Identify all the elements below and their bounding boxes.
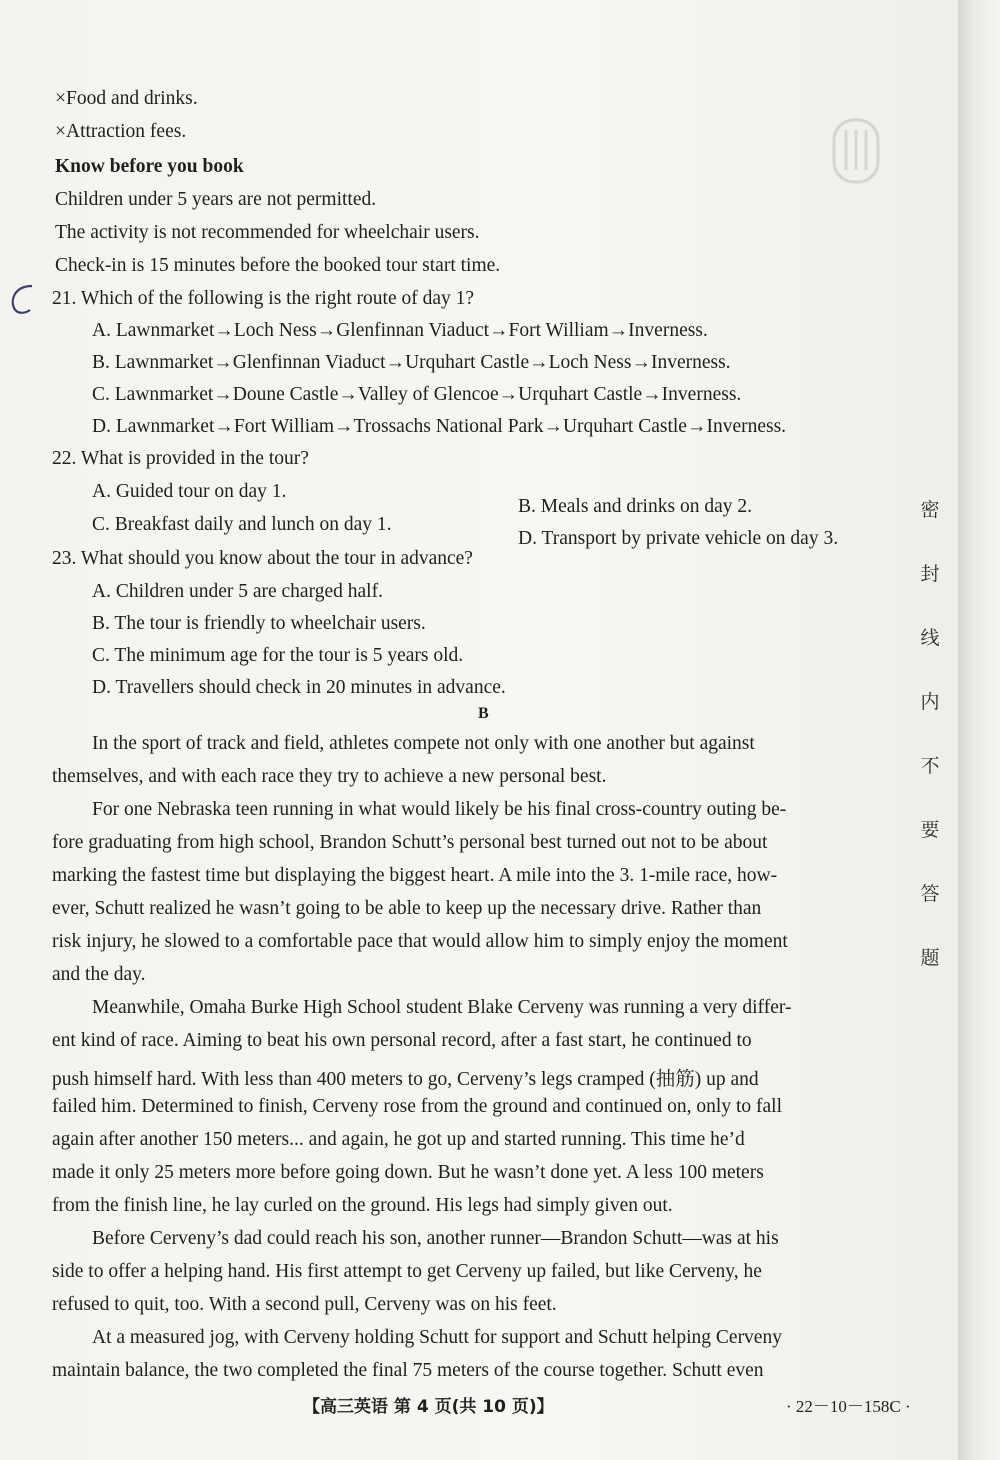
- passage-line: and the day.: [52, 964, 146, 985]
- passage-line: fore graduating from high school, Brandon Schutt’s personal best turned out not to be about: [52, 832, 768, 853]
- question-22-option-b: B. Meals and drinks on day 2.: [518, 496, 752, 517]
- seal-char: 内: [920, 691, 940, 713]
- seal-line-strip: [905, 500, 955, 1000]
- faint-logo-icon: [826, 110, 886, 190]
- question-22-stem: 22. What is provided in the tour?: [52, 448, 309, 469]
- passage-line: In the sport of track and field, athletes compete not only with one another but against: [92, 733, 755, 754]
- question-21-option-b: B. Lawnmarket→Glenfinnan Viaduct→Urquhart Castle→Loch Ness→Inverness.: [92, 352, 731, 373]
- know-item-checkin: Check-in is 15 minutes before the booked tour start time.: [55, 255, 501, 276]
- passage-line: side to offer a helping hand. His first attempt to get Cerveny up failed, but like Cerveny, he: [52, 1261, 762, 1282]
- page-edge: [958, 0, 1000, 1460]
- seal-char: 不: [920, 755, 940, 777]
- excludes-item-food: ×Food and drinks.: [55, 88, 198, 109]
- question-23-option-b: B. The tour is friendly to wheelchair users.: [92, 613, 426, 634]
- passage-line: Meanwhile, Omaha Burke High School student Blake Cerveny was running a very differ-: [92, 997, 792, 1018]
- footer-page-title: 【高三英语 第 4 页(共 10 页)】: [303, 1397, 554, 1417]
- question-23-option-c: C. The minimum age for the tour is 5 years old.: [92, 645, 464, 666]
- section-label: B: [478, 705, 489, 722]
- passage-line: Before Cerveny’s dad could reach his son, another runner—Brandon Schutt—was at his: [92, 1228, 779, 1249]
- question-22-option-a: A. Guided tour on day 1.: [92, 481, 287, 502]
- know-item-wheelchair: The activity is not recommended for wheelchair users.: [55, 222, 480, 243]
- passage-line: refused to quit, too. With a second pull, Cerveny was on his feet.: [52, 1294, 557, 1315]
- question-23-option-d: D. Travellers should check in 20 minutes in advance.: [92, 677, 506, 698]
- question-21-option-a: A. Lawnmarket→Loch Ness→Glenfinnan Viaduct→Fort William→Inverness.: [92, 320, 708, 341]
- know-item-age: Children under 5 years are not permitted.: [55, 189, 377, 210]
- question-23-stem: 23. What should you know about the tour in advance?: [52, 548, 473, 569]
- seal-char: 封: [920, 563, 940, 585]
- question-22-option-d: D. Transport by private vehicle on day 3.: [518, 528, 839, 549]
- seal-char: 答: [920, 883, 940, 905]
- passage-line: ent kind of race. Aiming to beat his own personal record, after a fast start, he continued to: [52, 1030, 752, 1051]
- question-22-option-c: C. Breakfast daily and lunch on day 1.: [92, 514, 392, 535]
- passage-line: marking the fastest time but displaying the biggest heart. A mile into the 3. 1-mile race, how-: [52, 865, 778, 886]
- passage-line: from the finish line, he lay curled on the ground. His legs had simply given out.: [52, 1195, 673, 1216]
- question-21-stem: 21. Which of the following is the right route of day 1?: [52, 288, 475, 309]
- passage-line: maintain balance, the two completed the final 75 meters of the course together. Schutt even: [52, 1360, 764, 1381]
- passage-line: risk injury, he slowed to a comfortable pace that would allow him to simply enjoy the moment: [52, 931, 788, 952]
- passage-line: made it only 25 meters more before going down. But he wasn’t done yet. A less 100 meters: [52, 1162, 764, 1183]
- passage-line: again after another 150 meters... and again, he got up and started running. This time he’d: [52, 1129, 745, 1150]
- seal-char: 密: [920, 499, 940, 521]
- passage-line: push himself hard. With less than 400 meters to go, Cerveny’s legs cramped (抽筋) up and: [52, 1069, 759, 1090]
- passage-line: At a measured jog, with Cerveny holding Schutt for support and Schutt helping Cerveny: [92, 1327, 782, 1348]
- question-23-option-a: A. Children under 5 are charged half.: [92, 581, 383, 602]
- seal-char: 题: [920, 947, 940, 969]
- excludes-item-fees: ×Attraction fees.: [55, 121, 187, 142]
- passage-line: For one Nebraska teen running in what would likely be his final cross-country outing be-: [92, 799, 787, 820]
- passage-line: ever, Schutt realized he wasn’t going to be able to keep up the necessary drive. Rather than: [52, 898, 762, 919]
- question-21-option-d: D. Lawnmarket→Fort William→Trossachs National Park→Urquhart Castle→Inverness.: [92, 416, 787, 437]
- passage-line: themselves, and with each race they try to achieve a new personal best.: [52, 766, 607, 787]
- seal-char: 线: [920, 627, 940, 649]
- seal-char: 要: [920, 819, 940, 841]
- footer-paper-code: · 22－10－158C ·: [786, 1397, 911, 1416]
- know-heading: Know before you book: [55, 156, 244, 177]
- handwritten-answer-mark: [8, 280, 38, 320]
- question-21-option-c: C. Lawnmarket→Doune Castle→Valley of Glencoe→Urquhart Castle→Inverness.: [92, 384, 742, 405]
- passage-line: failed him. Determined to finish, Cerveny rose from the ground and continued on, only to fall: [52, 1096, 782, 1117]
